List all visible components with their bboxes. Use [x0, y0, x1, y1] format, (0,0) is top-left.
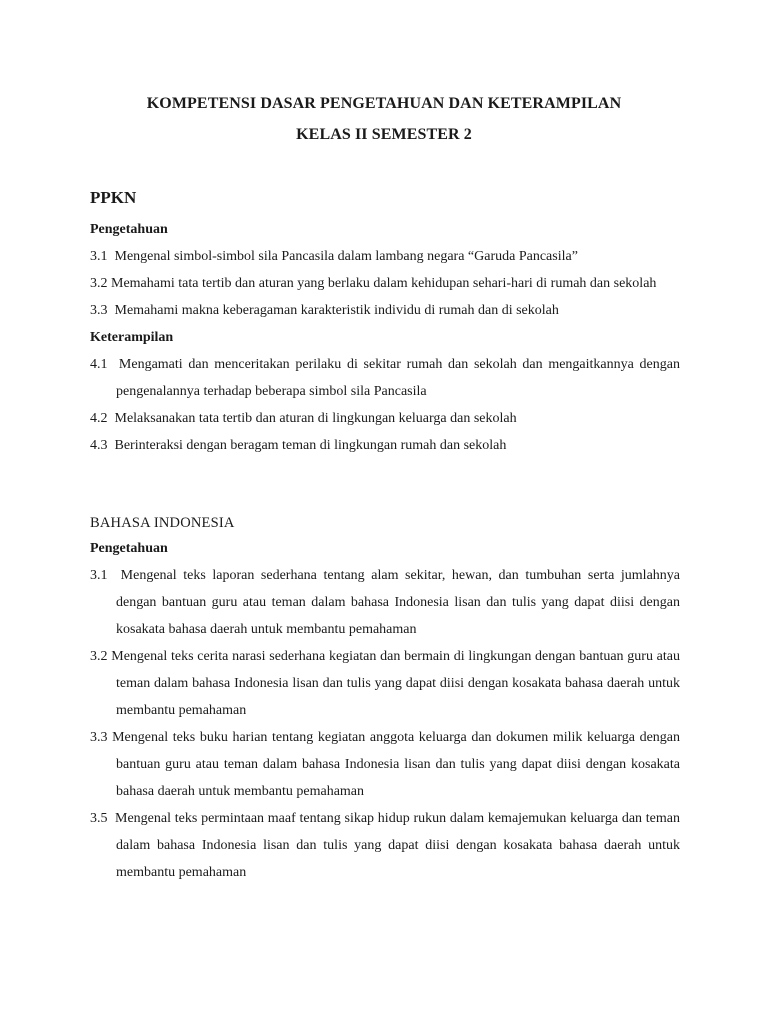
item-number: 3.3	[90, 303, 108, 318]
list-item	[90, 405, 680, 432]
item-text: Mengenal teks laporan sederhana tentang alam sekitar, hewan, dan tumbuhan serta jumlahnya dengan bantuan guru atau teman dalam bahasa Indonesia lisan dan tulis yang dapat diisi dengan kosakata bahasa daerah untuk membantu pemahaman	[116, 568, 681, 637]
item-text: Mengamati dan menceritakan perilaku di sekitar rumah dan sekolah dan mengaitkannya dengan pengenalannya terhadap beberapa simbol sila Pancasila	[116, 357, 680, 399]
item-number: 4.1	[90, 357, 108, 372]
item-number: 3.1	[90, 249, 108, 264]
list-item	[90, 297, 680, 324]
list-item	[90, 270, 680, 297]
item-number: 3.3	[90, 730, 108, 745]
document-title: KOMPETENSI DASAR PENGETAHUAN DAN KETERAMPILAN	[146, 95, 622, 112]
list-item	[90, 643, 680, 724]
group-heading-keterampilan: Keterampilan	[90, 330, 174, 345]
item-number: 3.2	[90, 276, 108, 291]
document-subtitle: KELAS II SEMESTER 2	[296, 126, 472, 143]
list-item	[90, 432, 680, 459]
section-bahasa-indonesia	[90, 513, 680, 886]
item-text: Mengenal teks permintaan maaf tentang sikap hidup rukun dalam kemajemukan keluarga dan teman dalam bahasa Indonesia lisan dan tulis yang dapat diisi dengan kosakata bahasa daerah untuk membantu pemahaman	[115, 811, 680, 880]
list-item	[90, 351, 680, 405]
item-number: 3.5	[90, 811, 108, 826]
subject-heading-ppkn: PPKN	[90, 188, 137, 207]
group-heading-pengetahuan: Pengetahuan	[90, 222, 168, 237]
list-item	[90, 724, 680, 805]
item-number: 4.3	[90, 438, 108, 453]
item-text: Memahami tata tertib dan aturan yang berlaku dalam kehidupan sehari-hari di rumah dan sekolah	[111, 276, 657, 291]
group-heading-pengetahuan: Pengetahuan	[90, 541, 168, 556]
list-item	[90, 805, 680, 886]
item-text: Mengenal teks cerita narasi sederhana kegiatan dan bermain di lingkungan dengan bantuan guru atau teman dalam bahasa Indonesia lisan dan tulis yang dapat diisi dengan kosakata bahasa daerah untuk membantu pemahaman	[111, 649, 681, 718]
item-text: Memahami makna keberagaman karakteristik individu di rumah dan di sekolah	[114, 303, 559, 318]
item-text: Mengenal teks buku harian tentang kegiatan anggota keluarga dan dokumen milik keluarga dengan bantuan guru atau teman dalam bahasa Indonesia lisan dan tulis yang dapat diisi dengan kosakata bahasa daerah untuk membantu pemahaman	[112, 730, 681, 799]
item-text: Mengenal simbol-simbol sila Pancasila dalam lambang negara “Garuda Pancasila”	[114, 249, 578, 264]
item-number: 3.2	[90, 649, 108, 664]
item-text: Melaksanakan tata tertib dan aturan di lingkungan keluarga dan sekolah	[114, 411, 517, 426]
item-number: 3.1	[90, 568, 108, 583]
list-item	[90, 562, 680, 643]
subject-heading-bahasa-indonesia: BAHASA INDONESIA	[90, 515, 235, 531]
list-item	[90, 243, 680, 270]
item-text: Berinteraksi dengan beragam teman di lingkungan rumah dan sekolah	[114, 438, 507, 453]
section-ppkn	[90, 186, 680, 459]
item-number: 4.2	[90, 411, 108, 426]
